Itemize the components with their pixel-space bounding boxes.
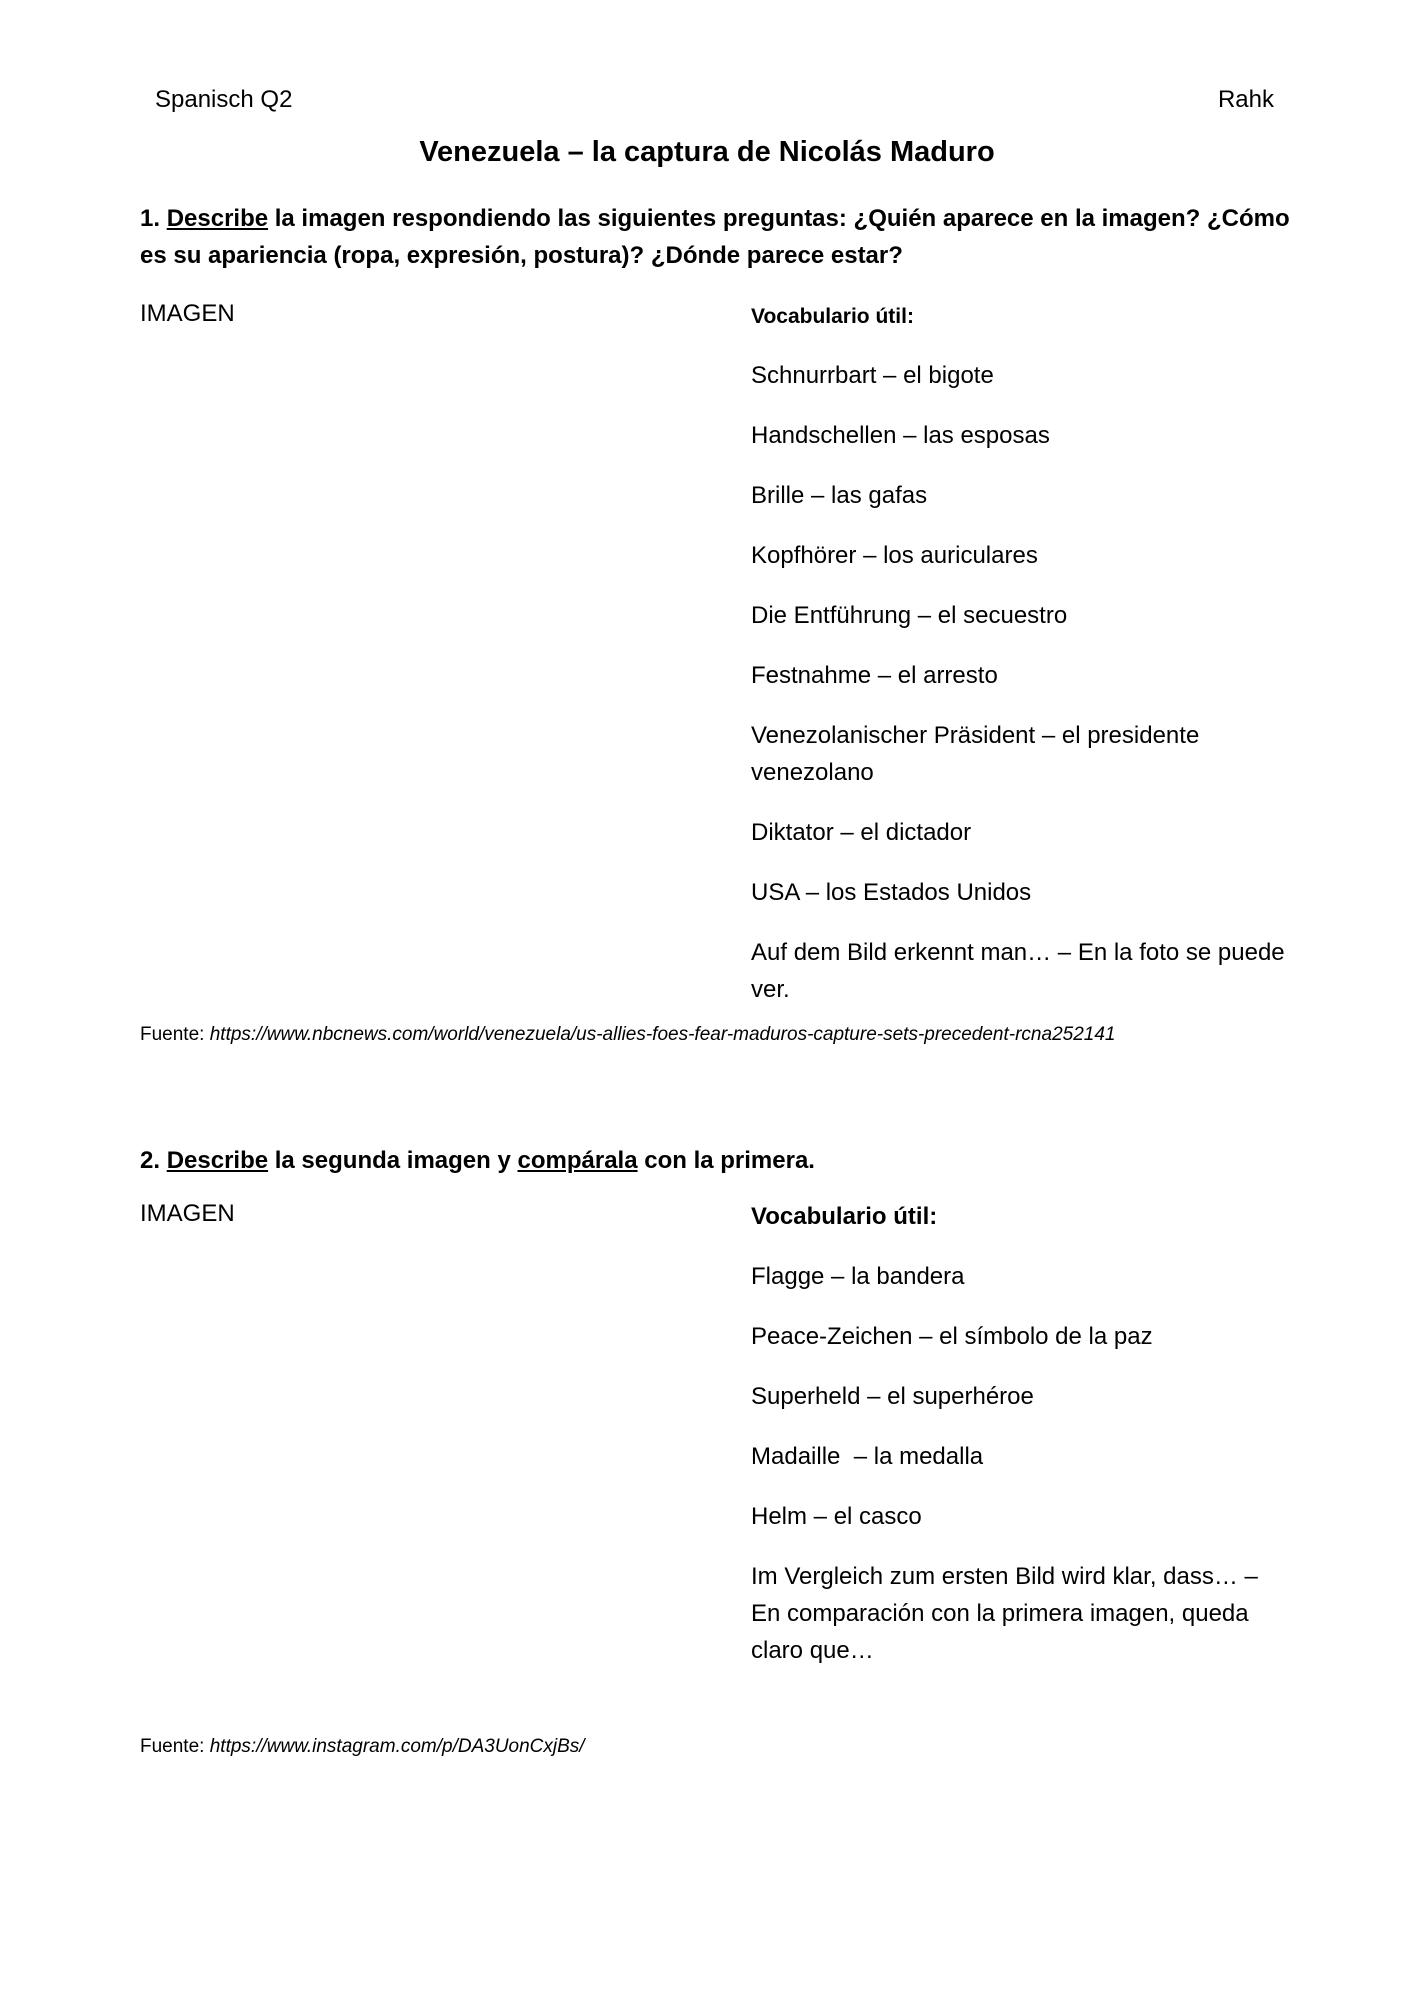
question-2-text-mid: la segunda imagen y <box>274 1147 511 1174</box>
vocab-heading-2: Vocabulario útil: <box>751 1203 938 1230</box>
source-1-label: Fuente: <box>140 1024 210 1045</box>
vocab-item: USA – los Estados Unidos <box>751 879 1032 906</box>
vocab-item: Brille – las gafas <box>751 482 928 509</box>
question-1-verb: Describe <box>166 205 269 232</box>
vocab-item: Venezolanischer Präsident – el presidente venezolano <box>751 722 1200 786</box>
vocab-list-1 <box>751 298 1291 1031</box>
vocab-item: Die Entführung – el secuestro <box>751 602 1068 629</box>
question-1-text: la imagen respondiendo las siguientes preguntas: ¿Quién aparece en la imagen? ¿Cómo es su apariencia (ropa, expresión, postura)? ¿Dónde parece estar? <box>140 205 1290 269</box>
question-2-number: 2. <box>140 1147 161 1174</box>
header-course: Spanisch Q2 <box>155 86 293 113</box>
vocab-item: Festnahme – el arresto <box>751 662 998 689</box>
question-1 <box>140 200 1290 274</box>
vocab-item: Im Vergleich zum ersten Bild wird klar, dass… – En comparación con la primera imagen, queda claro que… <box>751 1563 1258 1664</box>
vocab-item: Kopfhörer – los auriculares <box>751 542 1038 569</box>
vocab-item: Diktator – el dictador <box>751 819 972 846</box>
source-1-url: https://www.nbcnews.com/world/venezuela/us-allies-foes-fear-maduros-capture-sets-precedent-rcna252141 <box>209 1024 1116 1045</box>
source-2-url: https://www.instagram.com/p/DA3UonCxjBs/ <box>209 1736 585 1757</box>
vocab-item: Peace-Zeichen – el símbolo de la paz <box>751 1323 1153 1350</box>
vocab-item: Handschellen – las esposas <box>751 422 1050 449</box>
question-2-text-end: con la primera. <box>644 1147 815 1174</box>
source-1 <box>140 1024 1115 1046</box>
question-2-verb-describe: Describe <box>166 1147 269 1174</box>
page-title: Venezuela – la captura de Nicolás Maduro <box>419 136 995 168</box>
source-2 <box>140 1736 585 1758</box>
source-2-label: Fuente: <box>140 1736 210 1757</box>
question-2-verb-compare: compárala <box>517 1147 638 1174</box>
vocab-item: Schnurrbart – el bigote <box>751 362 994 389</box>
vocab-heading-1: Vocabulario útil: <box>751 305 914 328</box>
vocab-item: Flagge – la bandera <box>751 1263 965 1290</box>
question-1-number: 1. <box>140 205 161 232</box>
image-placeholder-1: IMAGEN <box>140 300 235 327</box>
question-2 <box>140 1142 1290 1179</box>
image-placeholder-2: IMAGEN <box>140 1200 235 1227</box>
vocab-list-2 <box>751 1198 1291 1692</box>
vocab-item: Superheld – el superhéroe <box>751 1383 1034 1410</box>
vocab-item: Helm – el casco <box>751 1503 922 1530</box>
vocab-item: Madaille – la medalla <box>751 1443 984 1470</box>
header-teacher: Rahk <box>1217 86 1274 113</box>
vocab-item: Auf dem Bild erkennt man… – En la foto se puede ver. <box>751 939 1285 1003</box>
